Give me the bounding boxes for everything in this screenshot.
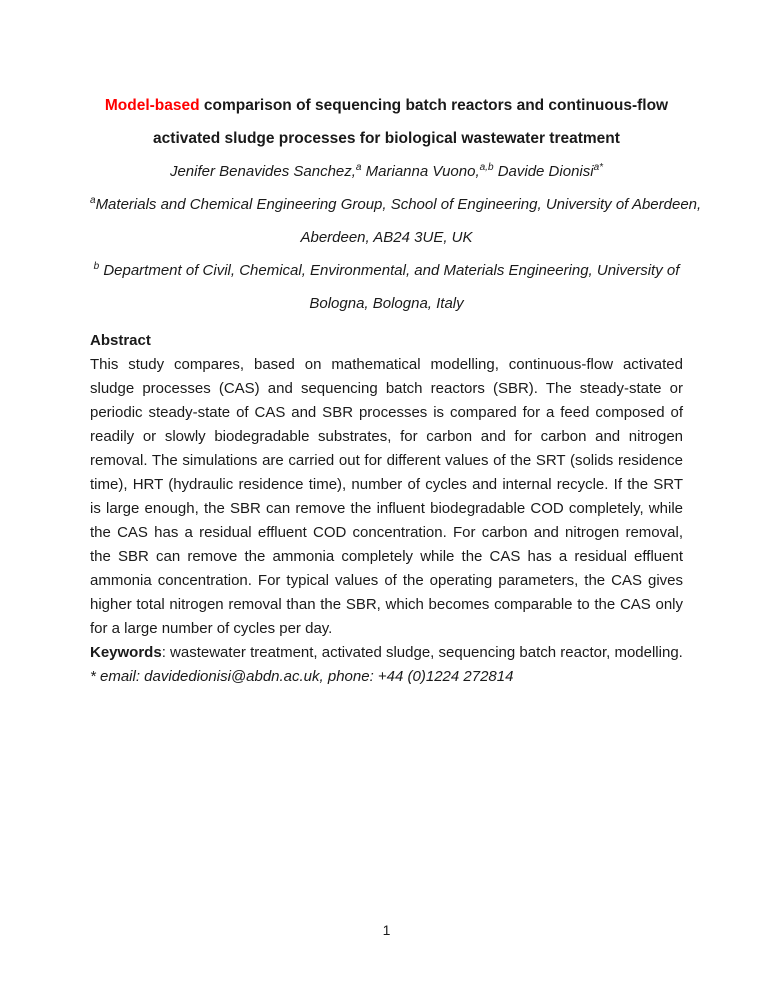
author-3-affiliation-mark: a* [593,162,604,173]
affiliation-1-text-continued: Aberdeen, AB24 3UE, UK [300,229,473,246]
affiliation-2-line-1 [90,254,683,287]
abstract-body: This study compares, based on mathematical modelling, continuous-flow activated sludge processes (CAS) and sequencing batch reactors (SBR). The steady-state or periodic steady-state of CAS and SBR processes is compared for a feed composed of readily or slowly biodegradable substrates, for carbon and for carbon and nitrogen removal. The simulations are carried out for different values of the SRT (solids residence time), HRT (hydraulic residence time), number of cycles and internal recycle. If the SRT is large enough, the SBR can remove the influent biodegradable COD completely, while the CAS has a residual effluent COD concentration. For carbon and nitrogen removal, the SBR can remove the ammonia completely while the CAS has a residual effluent ammonia concentration. For typical values of the operating parameters, the CAS gives higher total nitrogen removal than the SBR, which becomes comparable to the CAS only for a large number of cycles per day. [90,356,683,637]
affiliation-1-mark: a [90,195,96,206]
keywords-line [90,641,683,665]
paper-title-line-1 [90,89,683,122]
affiliation-2-text-continued: Bologna, Bologna, Italy [309,295,464,312]
title-highlight: Model-based [104,97,200,114]
title-line1-rest: comparison of sequencing batch reactors and continuous-flow [199,97,669,114]
author-3: Davide Dionisi [493,163,594,180]
title-line2-text: activated sludge processes for biological wastewater treatment [153,130,620,147]
page-number: 1 [382,922,391,938]
affiliation-2-mark: b [93,261,100,272]
authors-line [90,155,683,188]
contact-text: * email: davidedionisi@abdn.ac.uk, phone: +44 (0)1224 272814 [90,668,514,685]
contact-line [90,665,683,689]
keywords-text: : wastewater treatment, activated sludge, sequencing batch reactor, modelling. [161,644,683,661]
affiliation-2-text: Department of Civil, Chemical, Environmental, and Materials Engineering, University of [99,262,680,279]
affiliation-1-text: Materials and Chemical Engineering Group, School of Engineering, University of Aberdeen, [95,196,702,213]
author-2: Marianna Vuono, [361,163,480,180]
paper-title-line-2 [90,122,683,155]
affiliation-1-line-1 [90,188,702,221]
affiliation-1-line-2 [90,221,683,254]
author-1: Jenifer Benavides Sanchez, [169,163,356,180]
author-1-affiliation-mark: a [355,162,362,173]
paper-header [90,89,702,320]
abstract-heading: Abstract [90,332,151,349]
keywords-label: Keywords [90,644,162,661]
author-2-affiliation-mark: a,b [479,162,494,173]
affiliation-2-line-2 [90,287,683,320]
abstract-section [90,329,683,641]
